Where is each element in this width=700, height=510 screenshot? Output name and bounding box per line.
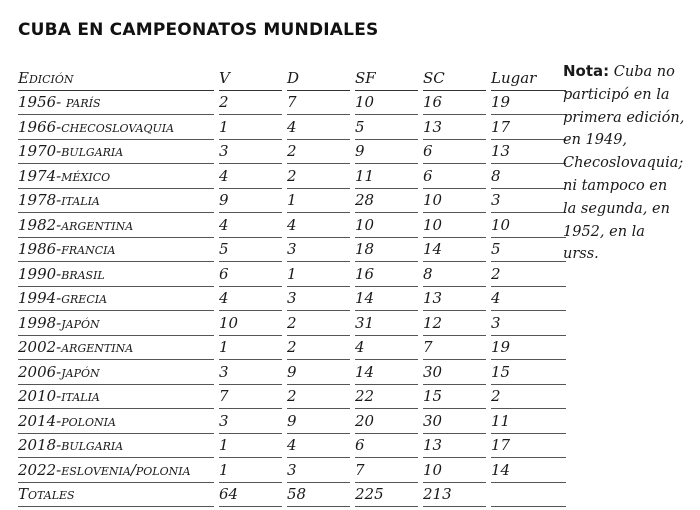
table-row xyxy=(18,335,566,360)
header-sc: SC xyxy=(423,66,486,90)
cell-d: 2 xyxy=(287,335,350,360)
cell-lugar xyxy=(491,482,566,507)
totals-row xyxy=(18,482,566,507)
cell-sc: 13 xyxy=(423,286,486,311)
cell-sc: 13 xyxy=(423,433,486,458)
cell-sc: 15 xyxy=(423,384,486,409)
cell-sc: 7 xyxy=(423,335,486,360)
cell-lugar: 8 xyxy=(491,164,566,189)
cell-edicion: 1986-francia xyxy=(18,237,214,262)
cell-edicion: 1990-brasil xyxy=(18,262,214,287)
cell-edicion: 2022-eslovenia/polonia xyxy=(18,458,214,483)
cell-v: 64 xyxy=(219,482,282,507)
cell-sf: 28 xyxy=(355,188,418,213)
cell-v: 1 xyxy=(219,115,282,140)
cell-sf: 16 xyxy=(355,262,418,287)
cell-sc: 30 xyxy=(423,360,486,385)
cell-sf: 18 xyxy=(355,237,418,262)
cell-d: 2 xyxy=(287,311,350,336)
cell-sc: 6 xyxy=(423,164,486,189)
cell-sf: 20 xyxy=(355,409,418,434)
cell-sc: 10 xyxy=(423,188,486,213)
header-sf: SF xyxy=(355,66,418,90)
cell-v: 1 xyxy=(219,458,282,483)
table-row xyxy=(18,90,566,115)
table-row xyxy=(18,262,566,287)
note xyxy=(563,60,685,266)
header-lugar: Lugar xyxy=(491,66,566,90)
cell-v: 3 xyxy=(219,409,282,434)
cell-v: 2 xyxy=(219,90,282,115)
cell-v: 1 xyxy=(219,335,282,360)
cell-sc: 16 xyxy=(423,90,486,115)
cell-v: 5 xyxy=(219,237,282,262)
cell-lugar: 5 xyxy=(491,237,566,262)
table-row xyxy=(18,384,566,409)
cell-v: 3 xyxy=(219,139,282,164)
cell-v: 4 xyxy=(219,164,282,189)
cell-edicion: 2014-polonia xyxy=(18,409,214,434)
cell-edicion: 1998-japón xyxy=(18,311,214,336)
cell-edicion: 2018-bulgaria xyxy=(18,433,214,458)
cell-sc: 8 xyxy=(423,262,486,287)
cell-sf: 10 xyxy=(355,90,418,115)
table-row xyxy=(18,188,566,213)
table-row xyxy=(18,237,566,262)
cell-sc: 30 xyxy=(423,409,486,434)
table-row xyxy=(18,164,566,189)
header-v: V xyxy=(219,66,282,90)
table-row xyxy=(18,213,566,238)
cell-v: 10 xyxy=(219,311,282,336)
cell-d: 2 xyxy=(287,164,350,189)
cell-lugar: 3 xyxy=(491,188,566,213)
cell-sf: 22 xyxy=(355,384,418,409)
cell-d: 58 xyxy=(287,482,350,507)
cell-sf: 5 xyxy=(355,115,418,140)
cell-sc: 10 xyxy=(423,458,486,483)
cell-sf: 31 xyxy=(355,311,418,336)
cell-v: 4 xyxy=(219,213,282,238)
note-label: Nota: xyxy=(563,62,610,80)
cell-edicion: 2010-italia xyxy=(18,384,214,409)
cell-lugar: 2 xyxy=(491,262,566,287)
cell-lugar: 3 xyxy=(491,311,566,336)
cell-sc: 6 xyxy=(423,139,486,164)
cell-d: 4 xyxy=(287,115,350,140)
header-edicion: Edición xyxy=(18,66,214,90)
cell-sf: 6 xyxy=(355,433,418,458)
cell-edicion: 2002-argentina xyxy=(18,335,214,360)
cell-sc: 10 xyxy=(423,213,486,238)
cell-d: 1 xyxy=(287,188,350,213)
cell-sf: 14 xyxy=(355,286,418,311)
cell-sf: 10 xyxy=(355,213,418,238)
table-row xyxy=(18,360,566,385)
cell-edicion: 1982-argentina xyxy=(18,213,214,238)
cell-lugar: 4 xyxy=(491,286,566,311)
cell-lugar: 10 xyxy=(491,213,566,238)
cell-lugar: 17 xyxy=(491,433,566,458)
cell-d: 2 xyxy=(287,139,350,164)
cell-v: 6 xyxy=(219,262,282,287)
results-table xyxy=(18,66,566,507)
table-row xyxy=(18,409,566,434)
cell-sf: 14 xyxy=(355,360,418,385)
cell-sf: 7 xyxy=(355,458,418,483)
cell-d: 1 xyxy=(287,262,350,287)
cell-lugar: 15 xyxy=(491,360,566,385)
cell-lugar: 17 xyxy=(491,115,566,140)
page-title: CUBA EN CAMPEONATOS MUNDIALES xyxy=(18,20,379,40)
cell-sf: 9 xyxy=(355,139,418,164)
cell-edicion: 1978-italia xyxy=(18,188,214,213)
cell-lugar: 13 xyxy=(491,139,566,164)
cell-sf: 11 xyxy=(355,164,418,189)
cell-d: 3 xyxy=(287,286,350,311)
cell-edicion: 1994-grecia xyxy=(18,286,214,311)
cell-edicion: 1956- parís xyxy=(18,90,214,115)
cell-sc: 12 xyxy=(423,311,486,336)
note-text: Cuba no participó en la primera edición, en 1949, Checoslovaquia; ni tampoco en la segunda, en 1952, en la urss. xyxy=(563,64,685,263)
table-row xyxy=(18,286,566,311)
table-row xyxy=(18,115,566,140)
cell-lugar: 11 xyxy=(491,409,566,434)
table-header-row xyxy=(18,66,566,90)
totals-label: Totales xyxy=(18,482,214,507)
cell-edicion: 1974-méxico xyxy=(18,164,214,189)
cell-v: 7 xyxy=(219,384,282,409)
cell-sc: 213 xyxy=(423,482,486,507)
cell-lugar: 19 xyxy=(491,335,566,360)
cell-v: 9 xyxy=(219,188,282,213)
cell-sf: 225 xyxy=(355,482,418,507)
cell-edicion: 2006-japón xyxy=(18,360,214,385)
cell-sc: 13 xyxy=(423,115,486,140)
cell-d: 9 xyxy=(287,409,350,434)
table-row xyxy=(18,311,566,336)
cell-lugar: 19 xyxy=(491,90,566,115)
cell-d: 4 xyxy=(287,213,350,238)
cell-lugar: 2 xyxy=(491,384,566,409)
cell-sc: 14 xyxy=(423,237,486,262)
cell-sf: 4 xyxy=(355,335,418,360)
table-row xyxy=(18,139,566,164)
cell-v: 4 xyxy=(219,286,282,311)
cell-d: 4 xyxy=(287,433,350,458)
cell-d: 2 xyxy=(287,384,350,409)
cell-d: 7 xyxy=(287,90,350,115)
cell-d: 3 xyxy=(287,458,350,483)
cell-d: 3 xyxy=(287,237,350,262)
cell-edicion: 1970-bulgaria xyxy=(18,139,214,164)
table-row xyxy=(18,458,566,483)
cell-lugar: 14 xyxy=(491,458,566,483)
cell-d: 9 xyxy=(287,360,350,385)
table-row xyxy=(18,433,566,458)
cell-v: 3 xyxy=(219,360,282,385)
header-d: D xyxy=(287,66,350,90)
cell-edicion: 1966-checoslovaquia xyxy=(18,115,214,140)
cell-v: 1 xyxy=(219,433,282,458)
